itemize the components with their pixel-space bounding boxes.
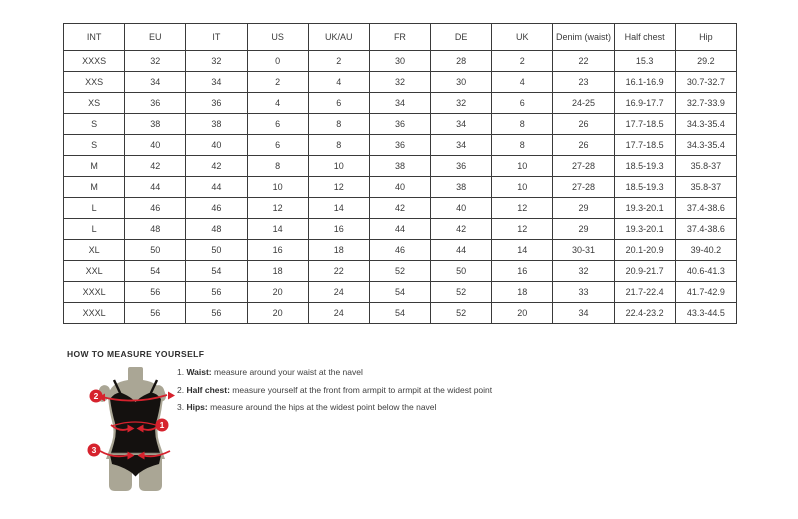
table-row bbox=[64, 156, 737, 177]
table-cell: 26 bbox=[553, 114, 614, 135]
column-header-denim-waist-: Denim (waist) bbox=[553, 24, 614, 51]
table-cell: 36 bbox=[125, 93, 186, 114]
step-number: 2. bbox=[177, 384, 187, 395]
column-header-uk: UK bbox=[492, 24, 553, 51]
table-cell: 0 bbox=[247, 51, 308, 72]
table-cell: 50 bbox=[431, 261, 492, 282]
table-cell: 20 bbox=[247, 303, 308, 324]
table-cell: 10 bbox=[247, 177, 308, 198]
table-cell: 34 bbox=[369, 93, 430, 114]
column-header-half-chest: Half chest bbox=[614, 24, 675, 51]
table-cell: 4 bbox=[247, 93, 308, 114]
table-cell: 16 bbox=[492, 261, 553, 282]
table-cell: 44 bbox=[186, 177, 247, 198]
table-cell: 20 bbox=[247, 282, 308, 303]
table-cell: 44 bbox=[125, 177, 186, 198]
measure-heading: HOW TO MEASURE YOURSELF bbox=[67, 349, 205, 359]
table-cell: 17.7-18.5 bbox=[614, 114, 675, 135]
table-cell: 56 bbox=[125, 303, 186, 324]
table-cell: 50 bbox=[186, 240, 247, 261]
measure-step bbox=[177, 403, 492, 412]
table-cell: 27-28 bbox=[553, 156, 614, 177]
step-label: Half chest: bbox=[186, 384, 230, 395]
table-cell: 18 bbox=[492, 282, 553, 303]
table-cell: 32 bbox=[125, 51, 186, 72]
table-cell: 46 bbox=[186, 198, 247, 219]
table-cell: 19.3-20.1 bbox=[614, 198, 675, 219]
table-cell: 43.3-44.5 bbox=[675, 303, 736, 324]
table-cell: 56 bbox=[186, 282, 247, 303]
table-cell: XS bbox=[64, 93, 125, 114]
table-cell: XL bbox=[64, 240, 125, 261]
table-cell: 15.3 bbox=[614, 51, 675, 72]
table-cell: 40 bbox=[125, 135, 186, 156]
table-cell: 12 bbox=[492, 219, 553, 240]
measure-step bbox=[177, 386, 492, 395]
table-cell: 29 bbox=[553, 219, 614, 240]
table-cell: 44 bbox=[431, 240, 492, 261]
table-row bbox=[64, 51, 737, 72]
table-cell: 12 bbox=[247, 198, 308, 219]
table-cell: 8 bbox=[492, 135, 553, 156]
table-cell: 4 bbox=[492, 72, 553, 93]
table-cell: 38 bbox=[186, 114, 247, 135]
table-cell: 40 bbox=[369, 177, 430, 198]
table-cell: 44 bbox=[369, 219, 430, 240]
table-row bbox=[64, 93, 737, 114]
table-cell: 18.5-19.3 bbox=[614, 177, 675, 198]
table-cell: 32 bbox=[553, 261, 614, 282]
table-cell: 38 bbox=[125, 114, 186, 135]
table-cell: 27-28 bbox=[553, 177, 614, 198]
table-cell: 46 bbox=[125, 198, 186, 219]
table-cell: 34 bbox=[125, 72, 186, 93]
table-row bbox=[64, 72, 737, 93]
step-number: 1. bbox=[177, 367, 187, 377]
table-cell: 6 bbox=[492, 93, 553, 114]
table-cell: 17.7-18.5 bbox=[614, 135, 675, 156]
table-row bbox=[64, 114, 737, 135]
table-cell: 32 bbox=[369, 72, 430, 93]
column-header-hip: Hip bbox=[675, 24, 736, 51]
table-cell: 21.7-22.4 bbox=[614, 282, 675, 303]
table-row bbox=[64, 177, 737, 198]
table-cell: 14 bbox=[247, 219, 308, 240]
table-cell: 18 bbox=[247, 261, 308, 282]
table-cell: 39-40.2 bbox=[675, 240, 736, 261]
table-cell: 52 bbox=[431, 282, 492, 303]
table-cell: 34.3-35.4 bbox=[675, 135, 736, 156]
mannequin-illustration bbox=[84, 366, 179, 497]
table-cell: 22 bbox=[308, 261, 369, 282]
column-header-it: IT bbox=[186, 24, 247, 51]
table-cell: 56 bbox=[186, 303, 247, 324]
table-cell: 36 bbox=[369, 114, 430, 135]
table-cell: 46 bbox=[369, 240, 430, 261]
table-cell: 36 bbox=[369, 135, 430, 156]
table-row bbox=[64, 261, 737, 282]
table-cell: 54 bbox=[369, 303, 430, 324]
table-cell: 10 bbox=[308, 156, 369, 177]
column-header-de: DE bbox=[431, 24, 492, 51]
table-cell: 48 bbox=[186, 219, 247, 240]
table-cell: XXL bbox=[64, 261, 125, 282]
table-cell: 24-25 bbox=[553, 93, 614, 114]
size-chart-header bbox=[64, 24, 737, 51]
table-cell: 14 bbox=[492, 240, 553, 261]
table-cell: 32.7-33.9 bbox=[675, 93, 736, 114]
table-cell: 38 bbox=[369, 156, 430, 177]
table-cell: L bbox=[64, 219, 125, 240]
step-text: measure yourself at the front from armpit to armpit at the widest point bbox=[232, 384, 493, 395]
table-cell: 8 bbox=[492, 114, 553, 135]
table-cell: 24 bbox=[308, 282, 369, 303]
table-cell: 22 bbox=[553, 51, 614, 72]
table-row bbox=[64, 219, 737, 240]
column-header-uk-au: UK/AU bbox=[308, 24, 369, 51]
table-cell: S bbox=[64, 135, 125, 156]
table-cell: 16 bbox=[308, 219, 369, 240]
step-number: 3. bbox=[177, 402, 187, 412]
table-cell: 48 bbox=[125, 219, 186, 240]
table-cell: 14 bbox=[308, 198, 369, 219]
badge-chest-number: 2 bbox=[93, 391, 99, 401]
table-cell: 50 bbox=[125, 240, 186, 261]
table-cell: 54 bbox=[186, 261, 247, 282]
table-cell: 40.6-41.3 bbox=[675, 261, 736, 282]
table-cell: 29 bbox=[553, 198, 614, 219]
table-cell: 42 bbox=[369, 198, 430, 219]
table-cell: 6 bbox=[247, 114, 308, 135]
step-label: Hips: bbox=[186, 402, 208, 412]
table-cell: 19.3-20.1 bbox=[614, 219, 675, 240]
table-cell: 29.2 bbox=[675, 51, 736, 72]
table-cell: 2 bbox=[308, 51, 369, 72]
table-cell: 30.7-32.7 bbox=[675, 72, 736, 93]
measure-step bbox=[177, 368, 492, 377]
table-cell: 36 bbox=[431, 156, 492, 177]
column-header-fr: FR bbox=[369, 24, 430, 51]
table-cell: 18.5-19.3 bbox=[614, 156, 675, 177]
table-cell: 23 bbox=[553, 72, 614, 93]
table-row bbox=[64, 198, 737, 219]
table-cell: 6 bbox=[308, 93, 369, 114]
table-row bbox=[64, 240, 737, 261]
size-chart-table bbox=[63, 23, 737, 324]
table-cell: 18 bbox=[308, 240, 369, 261]
table-cell: 22.4-23.2 bbox=[614, 303, 675, 324]
table-cell: 16.9-17.7 bbox=[614, 93, 675, 114]
table-cell: 20 bbox=[492, 303, 553, 324]
step-text: measure around your waist at the navel bbox=[214, 367, 363, 377]
table-cell: 8 bbox=[308, 135, 369, 156]
table-cell: 6 bbox=[247, 135, 308, 156]
measurement-figure bbox=[84, 366, 179, 497]
table-cell: 42 bbox=[431, 219, 492, 240]
table-cell: 12 bbox=[492, 198, 553, 219]
table-cell: XXXS bbox=[64, 51, 125, 72]
table-cell: 20.9-21.7 bbox=[614, 261, 675, 282]
table-cell: 33 bbox=[553, 282, 614, 303]
table-cell: 8 bbox=[247, 156, 308, 177]
badge-hips-number: 3 bbox=[91, 445, 97, 455]
step-text: measure around the hips at the widest point below the navel bbox=[210, 402, 437, 412]
table-cell: 2 bbox=[492, 51, 553, 72]
table-cell: 26 bbox=[553, 135, 614, 156]
table-cell: XXXL bbox=[64, 303, 125, 324]
table-cell: 30 bbox=[431, 72, 492, 93]
column-header-us: US bbox=[247, 24, 308, 51]
table-cell: 35.8-37 bbox=[675, 156, 736, 177]
table-cell: 8 bbox=[308, 114, 369, 135]
table-cell: 34 bbox=[553, 303, 614, 324]
table-cell: M bbox=[64, 177, 125, 198]
table-cell: 54 bbox=[369, 282, 430, 303]
table-cell: 4 bbox=[308, 72, 369, 93]
table-cell: 16 bbox=[247, 240, 308, 261]
table-cell: 37.4-38.6 bbox=[675, 219, 736, 240]
table-cell: 34 bbox=[431, 135, 492, 156]
column-header-int: INT bbox=[64, 24, 125, 51]
table-cell: 38 bbox=[431, 177, 492, 198]
table-cell: 30-31 bbox=[553, 240, 614, 261]
table-cell: 10 bbox=[492, 177, 553, 198]
table-cell: 40 bbox=[186, 135, 247, 156]
table-cell: XXXL bbox=[64, 282, 125, 303]
table-cell: 42 bbox=[186, 156, 247, 177]
table-cell: 34 bbox=[186, 72, 247, 93]
table-cell: 32 bbox=[431, 93, 492, 114]
table-cell: S bbox=[64, 114, 125, 135]
table-cell: 41.7-42.9 bbox=[675, 282, 736, 303]
table-cell: 28 bbox=[431, 51, 492, 72]
table-cell: 16.1-16.9 bbox=[614, 72, 675, 93]
table-cell: 42 bbox=[125, 156, 186, 177]
badge-waist-number: 1 bbox=[159, 420, 165, 430]
table-cell: XXS bbox=[64, 72, 125, 93]
step-label: Waist: bbox=[186, 367, 212, 377]
table-row bbox=[64, 303, 737, 324]
table-cell: 36 bbox=[186, 93, 247, 114]
table-cell: 37.4-38.6 bbox=[675, 198, 736, 219]
table-cell: 56 bbox=[125, 282, 186, 303]
column-header-eu: EU bbox=[125, 24, 186, 51]
table-cell: 12 bbox=[308, 177, 369, 198]
table-row bbox=[64, 282, 737, 303]
table-cell: L bbox=[64, 198, 125, 219]
table-cell: 34 bbox=[431, 114, 492, 135]
table-cell: 35.8-37 bbox=[675, 177, 736, 198]
size-chart-body bbox=[64, 51, 737, 324]
table-cell: 34.3-35.4 bbox=[675, 114, 736, 135]
table-cell: 54 bbox=[125, 261, 186, 282]
table-cell: 52 bbox=[431, 303, 492, 324]
measure-steps-list bbox=[177, 368, 492, 421]
header-row bbox=[64, 24, 737, 51]
table-cell: 30 bbox=[369, 51, 430, 72]
table-cell: 2 bbox=[247, 72, 308, 93]
table-cell: 10 bbox=[492, 156, 553, 177]
table-cell: 40 bbox=[431, 198, 492, 219]
table-cell: 20.1-20.9 bbox=[614, 240, 675, 261]
table-cell: 52 bbox=[369, 261, 430, 282]
table-cell: M bbox=[64, 156, 125, 177]
table-row bbox=[64, 135, 737, 156]
table-cell: 24 bbox=[308, 303, 369, 324]
table-cell: 32 bbox=[186, 51, 247, 72]
